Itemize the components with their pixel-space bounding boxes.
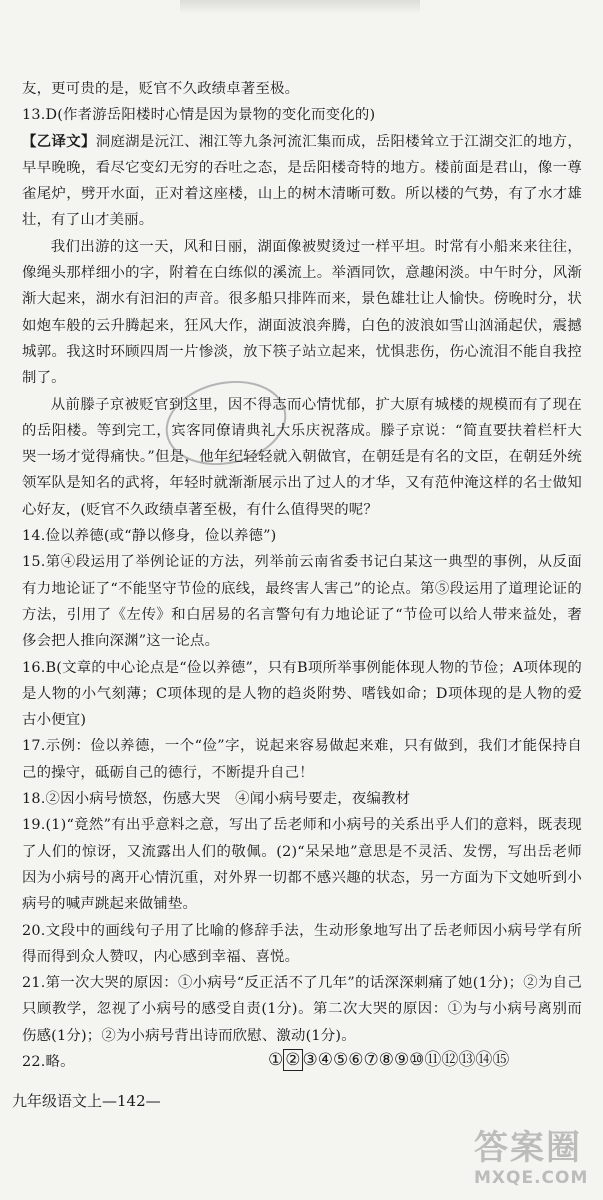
answer-22: 22.略。 — [22, 1053, 75, 1070]
paragraph-continued: 友，更可贵的是，贬官不久政绩卓著至极。 — [22, 81, 300, 97]
answer-16: 16.B(文章的中心论点是“俭以养德”，只有B项所举事例能体现人物的节俭；A项体现的是人物的小气刻薄；C项体现的是人物的趋炎附势、嗜钱如命；D项体现的是人物的爱古小便宜) — [22, 659, 582, 729]
site-watermark — [474, 1128, 594, 1194]
translation-tag: 【乙译文】 — [22, 132, 96, 150]
page-number-before: ① — [268, 1050, 284, 1070]
answer-18: 18.②因小病号愤怒，伤感大哭 ④闻小病号要走，夜编教材 — [22, 791, 411, 808]
answer-19: 19.(1)“竟然”有出乎意料之意，写出了岳老师和小病号的关系出乎人们的意料，既表现了人们的惊讶，又流露出人们的敬佩。(2)“呆呆地”意思是不灵活、发愣，写出岳老师因为小病号的离开心情沉重，对外界一切都不感兴趣的状态，另一方面为下文她听到小病号的喊声跳起来做铺垫。 — [22, 817, 582, 913]
answer-13: 13.D(作者游岳阳楼时心情是因为景物的变化而变化的) — [22, 107, 376, 124]
watermark-domain: MXQE.COM — [474, 1168, 589, 1188]
page-number-strip — [268, 1045, 509, 1070]
page-number-after: ③④⑤⑥⑦⑧⑨⑩⑪⑫⑬⑭⑮ — [302, 1050, 510, 1070]
answer-17: 17.示例：俭以养德，一个“俭”字，说起来容易做起来难，只有做到，我们才能保持自己的操守，砥砺自己的德行，不断提升自己！ — [22, 738, 582, 781]
answer-14: 14.俭以养德(或“静以修身，俭以养德”) — [22, 528, 277, 545]
answer-15: 15.第④段运用了举例论证的方法，列举前云南省委书记白某这一典型的事例，从反面有力地论证了“不能坚守节俭的底线，最终害人害己”的论点。第⑤段运用了道理论证的方法，引用了《左传》和白居易的名言警句有力地论证了“节俭可以给人带来益处，奢侈会把人推向深渊”这一论点。 — [22, 554, 582, 650]
answer-content — [22, 76, 582, 1075]
scan-shadow — [180, 0, 420, 14]
translation-text-1: 洞庭湖是沅江、湘江等九条河流汇集而成，岳阳楼耸立于江湖交汇的地方，早早晚晚，看尽它变幻无穷的吞吐之态，是岳阳楼奇特的地方。楼前面是君山，像一尊雀尾炉，劈开水面，正对着这座楼，山上的树木清晰可数。所以楼的气势，有了水才雄壮，有了山才美丽。 — [22, 133, 582, 229]
translation-paragraph-1 — [22, 129, 582, 234]
translation-paragraph-3: 从前滕子京被贬官到这里，因不得志而心情忧郁，扩大原有城楼的规模而有了现在的岳阳楼。等到完工，宾客同僚请典礼大乐庆祝落成。滕子京说：“简直要扶着栏杆大哭一场才觉得痛快。”但是，他年纪轻轻就入朝做官，在朝廷是有名的文臣，在朝廷外统领军队是知名的武将，年轻时就渐渐展示出了过人的才华，又有范仲淹这样的名士做知心好友，(贬官不久政绩卓著至极，有什么值得哭的呢？ — [22, 396, 582, 518]
page-footer: 九年级语文上—142— — [12, 1092, 161, 1110]
answer-20: 20.文段中的画线句子用了比喻的修辞手法，生动形象地写出了岳老师因小病号学有所得而得到众人赞叹，内心感到幸福、喜悦。 — [22, 922, 582, 965]
watermark-logo-text: 答案圈 — [474, 1128, 582, 1168]
page-number-current: ② — [285, 1050, 301, 1070]
translation-paragraph-2: 我们出游的这一天，风和日丽，湖面像被熨烫过一样平坦。时常有小船来来往往，像绳头那样细小的字，附着在白练似的溪流上。举酒同饮，意趣闲淡。中午时分，风渐渐大起来，湖水有汩汩的声音。很多船只排阵而来，景色雄壮让人愉快。傍晚时分，状如炮车般的云升腾起来，狂风大作，湖面波浪奔腾，白色的波浪如雪山汹涌起伏，震撼城郭。我这时环顾四周一片惨淡，放下筷子站立起来，忧惧悲伤，伤心流泪不能自我控制了。 — [22, 238, 582, 387]
answer-21: 21.第一次大哭的原因：①小病号“反正活不了几年”的话深深刺痛了她(1分)；②为自己只顾教学，忽视了小病号的感受自责(1分)。第二次大哭的原因：①为与小病号离别而伤感(1分)；②为小病号背出诗而欣慰、激动(1分)。 — [22, 975, 582, 1044]
